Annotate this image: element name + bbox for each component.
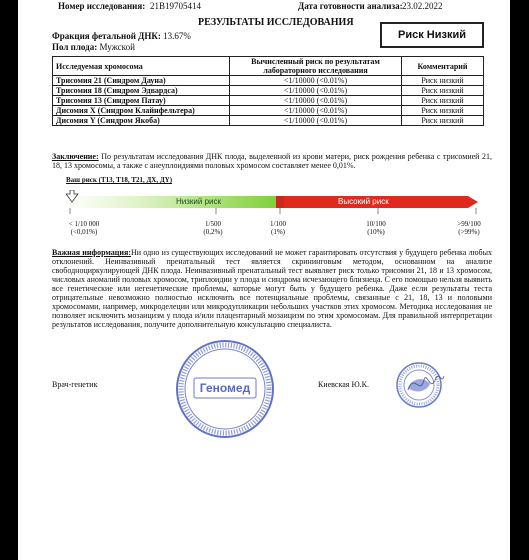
high-risk-label: Высокий риск: [338, 197, 389, 206]
ready-date-label: Дата готовности анализа:: [298, 1, 403, 11]
table-row: [53, 76, 484, 86]
conclusion: [52, 152, 492, 170]
risk-value: <1/10000 (<0.01%): [230, 96, 402, 106]
column-header: Вычисленный риск по результатам лабораторного исследования: [230, 57, 402, 76]
doctor-name: Киевская Ю.К.: [318, 380, 370, 389]
sample-number-value: 21В19705414: [150, 1, 202, 11]
chromosome-name: Трисомия 13 (Синдром Патау): [53, 96, 230, 106]
sample-number-label: Номер исследования:: [58, 1, 146, 11]
table-row: [53, 106, 484, 116]
table-header-row: [53, 57, 484, 76]
conclusion-label: Заключение:: [52, 152, 99, 161]
risk-comment: Риск низкий: [402, 76, 484, 86]
scale-tick-3: [263, 220, 293, 236]
important-info-label: Важная информация:: [52, 248, 131, 257]
doctor-role: Врач-генетик: [52, 380, 98, 389]
tick-value: 1/500: [205, 220, 221, 228]
conclusion-text: По результатам исследования ДНК плода, выделенной из крови матери, риск рождения ребенка с трисомией 21, 18, 13 хромосомы, а также с анеуплоидиями половых хромосом составляет менее 0,01%.: [52, 152, 492, 170]
tick-pct: (10%): [367, 228, 385, 236]
important-info: [52, 248, 492, 329]
chromosome-name: Трисомия 18 (Синдром Эдвардса): [53, 86, 230, 96]
scale-tick-1: [64, 220, 104, 236]
fetal-sex-value: Мужской: [99, 42, 135, 52]
tick-value: < 1/10 000: [68, 220, 100, 228]
important-info-text: Ни одно из существующих исследований не может гарантировать отсутствия у будущего ребенка любых отклонений. Неинвазивный пренатальный тест является скрининговым методом, основанном на анализе свободноциркулирующей ДНК плода. Неинвазивный пренатальный тест выявляет риск только трисомии 21, 18 и 13 хромосом, числовых аномалий половых хромосом, триплоидии у плода и синдрома исчезающего близнеца. С его помощью нельзя выявить все генетические или негенетические проблемы, которые могут быть у будущего ребенка. Даже если результаты теста отрицательные невозможно полностью исключить все потенциальные проблемы, связанные с 21, 18, 13 и половыми хромосомами, например, микроделеции или микродупликации небольших участков этих хромосом. Методика исследования не позволяет исключить мозаицизм у плода и/или плацентарный мозаицизм по этим хромосомам. Для правильной интерпретации результатов исследования, получите дополнительную консультацию специалиста.: [52, 248, 492, 329]
low-risk-segment: [66, 196, 276, 208]
fetal-fraction: [52, 31, 191, 41]
scale-tick-2: [198, 220, 228, 236]
tick-value: >99/100: [457, 220, 481, 228]
ready-date-value: 23.02.2022: [402, 1, 443, 11]
tick-pct: (>99%): [458, 228, 480, 236]
fetal-fraction-label: Фракция фетальной ДНК:: [52, 31, 161, 41]
column-header: Исследуемая хромосома: [53, 57, 230, 76]
scale-tick-5: [452, 220, 486, 236]
tick-value: 1/100: [270, 220, 286, 228]
risk-comment: Риск низкий: [402, 116, 484, 126]
results-table: [52, 56, 484, 126]
your-risk-label: Ваш риск (Т13, Т18, Т21, ДХ, ДY): [66, 176, 173, 184]
company-stamp: [174, 338, 276, 440]
risk-value: <1/10000 (<0.01%): [230, 86, 402, 96]
table-row: [53, 96, 484, 106]
tick-pct: (0,2%): [203, 228, 223, 236]
low-risk-label: Низкий риск: [176, 197, 221, 206]
scale-tick-4: [361, 220, 391, 236]
risk-comment: Риск низкий: [402, 86, 484, 96]
fetal-sex: [52, 42, 135, 52]
chromosome-name: Дисомия Y (Синдром Якоба): [53, 116, 230, 126]
fetal-sex-label: Пол плода:: [52, 42, 98, 52]
risk-value: <1/10000 (<0.01%): [230, 76, 402, 86]
tick-value: 10/100: [366, 220, 386, 228]
risk-comment: Риск низкий: [402, 106, 484, 116]
risk-scale-bar: [66, 190, 478, 214]
risk-comment: Риск низкий: [402, 96, 484, 106]
column-header: Комментарий: [402, 57, 484, 76]
chromosome-name: Трисомия 21 (Синдром Дауна): [53, 76, 230, 86]
tick-pct: (<0,01%): [70, 228, 98, 236]
signature-scribble: [406, 366, 446, 402]
tick-pct: (1%): [271, 228, 285, 236]
stamp-text: Геномед: [199, 381, 251, 395]
risk-value: <1/10000 (<0.01%): [230, 116, 402, 126]
segment-divider: [276, 196, 284, 208]
risk-badge: Риск Низкий: [380, 22, 484, 48]
chromosome-name: Дисомия X (Синдром Клайнфельтера): [53, 106, 230, 116]
results-title: РЕЗУЛЬТАТЫ ИССЛЕДОВАНИЯ: [198, 17, 354, 28]
table-row: [53, 86, 484, 96]
document-page: [18, 0, 510, 560]
table-row: [53, 116, 484, 126]
fetal-fraction-value: 13.67%: [163, 31, 191, 41]
risk-value: <1/10000 (<0.01%): [230, 106, 402, 116]
